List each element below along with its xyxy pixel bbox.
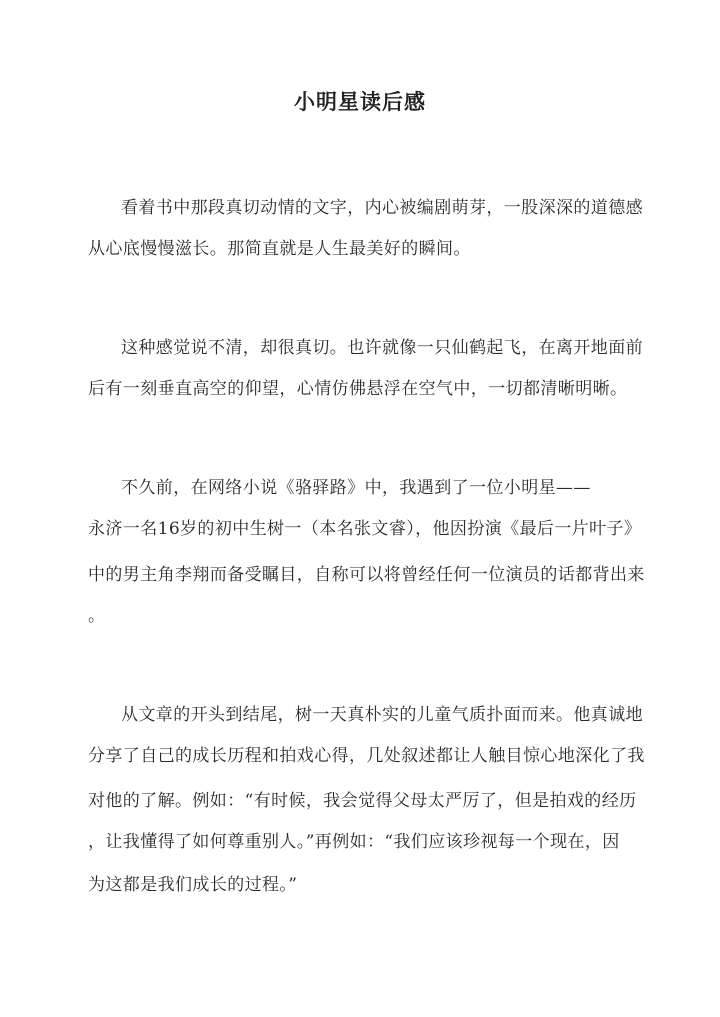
paragraph-3-line-2: 永济一名16岁的初中生树一（本名张文睿），他因扮演《最后一片叶子》 xyxy=(88,519,642,539)
paragraph-4-line-2: 分享了自己的成长历程和拍戏心得，几处叙述都让人触目惊心地深化了我 xyxy=(88,746,645,766)
paragraph-4-line-3: 对他的了解。例如：“有时候，我会觉得父母太严厉了，但是拍戏的经历 xyxy=(88,791,637,811)
paragraph-3-line-4: 。 xyxy=(88,606,106,626)
paragraph-4-line-1: 从文章的开头到结尾，树一天真朴实的儿童气质扑面而来。他真诚地 xyxy=(121,705,643,725)
paragraph-4-line-4: ，让我懂得了如何尊重别人。”再例如：“我们应该珍视每一个现在，因 xyxy=(88,832,620,852)
paragraph-4-line-5: 为这都是我们成长的过程。” xyxy=(88,875,298,895)
paragraph-3-line-3: 中的男主角李翔而备受瞩目，自称可以将曾经任何一位演员的话都背出来 xyxy=(88,565,645,585)
paragraph-3-line-1: 不久前，在网络小说《骆驿路》中，我遇到了一位小明星—— xyxy=(121,478,591,498)
document-title: 小明星读后感 xyxy=(294,89,426,114)
paragraph-2-line-1: 这种感觉说不清，却很真切。也许就像一只仙鹤起飞，在离开地面前 xyxy=(121,338,643,358)
paragraph-1-line-2: 从心底慢慢滋长。那简直就是人生最美好的瞬间。 xyxy=(88,239,471,259)
paragraph-1-line-1: 看着书中那段真切动情的文字，内心被编剧萌芽，一股深深的道德感 xyxy=(121,198,643,218)
paragraph-2-line-2: 后有一刻垂直高空的仰望，心情仿佛悬浮在空气中，一切都清晰明晰。 xyxy=(88,379,628,399)
